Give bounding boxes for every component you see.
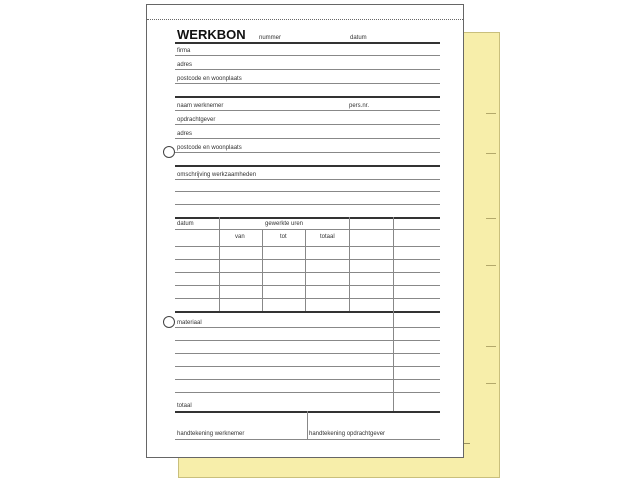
date-label: datum xyxy=(350,35,367,41)
table-column-divider xyxy=(219,217,220,311)
form-line xyxy=(175,379,440,380)
table-line xyxy=(175,285,440,286)
table-line xyxy=(175,246,440,247)
copy-tick xyxy=(486,153,496,154)
form-line xyxy=(175,69,440,70)
postcode-city-label: postcode en woonplaats xyxy=(177,76,242,82)
section-rule xyxy=(175,311,440,313)
materials-label: materiaal xyxy=(177,320,202,326)
binder-hole-icon xyxy=(163,316,175,328)
hours-table-to-header: tot xyxy=(280,234,287,240)
table-line xyxy=(175,229,440,230)
number-label: nummer xyxy=(259,35,282,41)
company-label: firma xyxy=(177,48,191,54)
copy-tick xyxy=(486,218,496,219)
form-line xyxy=(175,110,440,111)
client-postcode-city-label: postcode en woonplaats xyxy=(177,145,242,151)
table-column-divider xyxy=(305,229,306,311)
white-form-sheet xyxy=(146,4,464,458)
table-column-divider xyxy=(262,229,263,311)
form-title: WERKBON xyxy=(177,27,246,42)
section-rule xyxy=(175,96,440,98)
perforation-line xyxy=(147,19,463,20)
signature-line xyxy=(175,439,440,440)
hours-table-from-header: van xyxy=(235,234,245,240)
client-label: opdrachtgever xyxy=(177,117,216,123)
form-line xyxy=(175,179,440,180)
form-line xyxy=(175,392,440,393)
signature-client-label: handtekening opdrachtgever xyxy=(309,431,386,437)
total-label: totaal xyxy=(177,403,192,409)
copy-tick xyxy=(486,113,496,114)
hours-table-date-header: datum xyxy=(177,221,194,227)
form-line xyxy=(175,138,440,139)
form-line xyxy=(175,83,440,84)
section-rule xyxy=(175,165,440,167)
header-rule xyxy=(175,42,440,44)
copy-tick xyxy=(486,383,496,384)
copy-tick xyxy=(486,265,496,266)
section-rule xyxy=(175,217,440,219)
table-column-divider xyxy=(349,217,350,311)
table-line xyxy=(175,298,440,299)
form-line xyxy=(175,327,440,328)
form-line xyxy=(175,191,440,192)
form-line xyxy=(175,124,440,125)
work-description-label: omschrijving werkzaamheden xyxy=(177,172,257,178)
client-address-label: adres xyxy=(177,131,193,137)
employee-name-label: naam werknemer xyxy=(177,103,224,109)
address-label: adres xyxy=(177,62,193,68)
signature-divider xyxy=(307,411,308,439)
hours-table-worked-header: gewerkte uren xyxy=(265,221,304,227)
form-line xyxy=(175,152,440,153)
copy-tick xyxy=(486,346,496,347)
form-line xyxy=(175,55,440,56)
form-line xyxy=(175,353,440,354)
binder-hole-icon xyxy=(163,146,175,158)
table-line xyxy=(175,259,440,260)
table-column-divider xyxy=(393,217,394,411)
form-line xyxy=(175,340,440,341)
personnel-number-label: pers.nr. xyxy=(349,103,370,109)
form-line xyxy=(175,204,440,205)
signature-employee-label: handtekening werknemer xyxy=(177,431,245,437)
form-line xyxy=(175,366,440,367)
hours-table-total-header: totaal xyxy=(320,234,335,240)
table-line xyxy=(175,272,440,273)
